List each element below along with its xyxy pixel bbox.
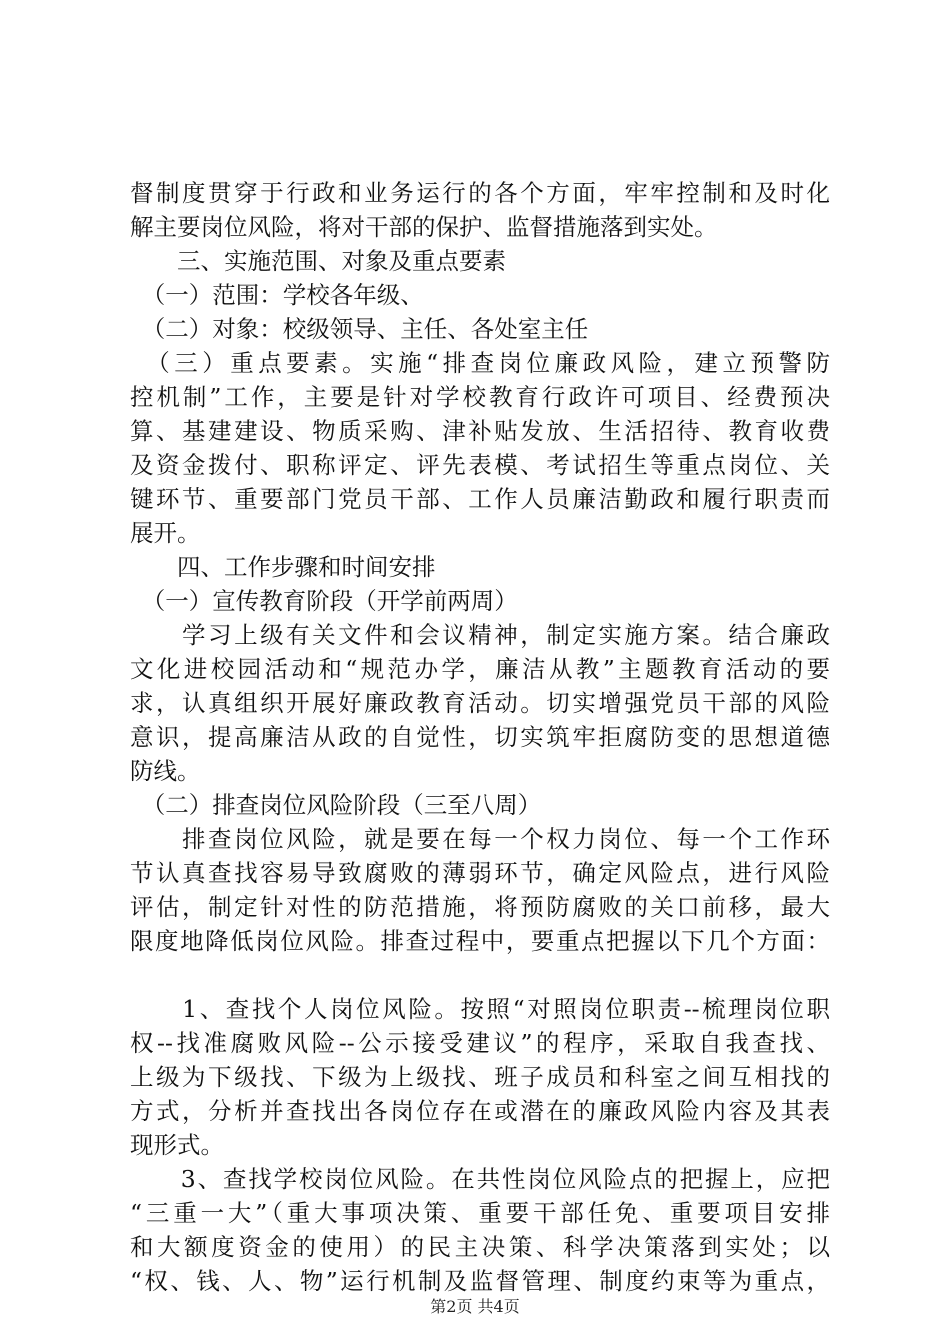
- text-line: 展开。: [130, 519, 201, 547]
- text-line: 三、实施范围、对象及重点要素: [130, 247, 506, 275]
- text-line: 1、查找个人岗位风险。按照“对照岗位职责--梳理岗位职: [130, 995, 830, 1023]
- text-line: 及资金拨付、职称评定、评先表模、考试招生等重点岗位、关: [130, 451, 830, 479]
- text-line: 文化进校园活动和“规范办学，廉洁从教”主题教育活动的要: [130, 655, 830, 683]
- text-line: 和大额度资金的使用）的民主决策、科学决策落到实处；以: [130, 1233, 830, 1261]
- text-line: 上级为下级找、下级为上级找、班子成员和科室之间互相找的: [130, 1063, 830, 1091]
- text-line: 3、查找学校岗位风险。在共性岗位风险点的把握上，应把: [130, 1165, 830, 1193]
- text-line: 解主要岗位风险，将对干部的保护、监督措施落到实处。: [130, 213, 718, 241]
- text-line: 节认真查找容易导致腐败的薄弱环节，确定风险点，进行风险: [130, 859, 830, 887]
- text-line: 意识，提高廉洁从政的自觉性，切实筑牢拒腐防变的思想道德: [130, 723, 830, 751]
- text-line: 现形式。: [130, 1131, 224, 1159]
- text-line: 评估，制定针对性的防范措施，将预防腐败的关口前移，最大: [130, 893, 830, 921]
- text-line: （三）重点要素。实施“排查岗位廉政风险，建立预警防: [130, 349, 830, 377]
- text-line: 四、工作步骤和时间安排: [130, 553, 436, 581]
- text-line: 防线。: [130, 757, 201, 785]
- text-line: 督制度贯穿于行政和业务运行的各个方面，牢牢控制和及时化: [130, 179, 830, 207]
- text-line: [130, 958, 830, 992]
- text-line: “三重一大”（重大事项决策、重要干部任免、重要项目安排: [130, 1199, 830, 1227]
- page-footer: 第2页 共4页: [430, 1297, 520, 1316]
- text-line: 算、基建建设、物质采购、津补贴发放、生活招待、教育收费: [130, 417, 830, 445]
- text-line: 控机制”工作，主要是针对学校教育行政许可项目、经费预决: [130, 383, 830, 411]
- text-line: （一）范围：学校各年级、: [130, 281, 424, 309]
- text-line: 键环节、重要部门党员干部、工作人员廉洁勤政和履行职责而: [130, 485, 830, 513]
- text-line: 权--找准腐败风险--公示接受建议”的程序，采取自我查找、: [130, 1029, 830, 1057]
- text-line: 求，认真组织开展好廉政教育活动。切实增强党员干部的风险: [130, 689, 830, 717]
- text-line: （二）对象：校级领导、主任、各处室主任: [130, 315, 589, 343]
- text-line: （一）宣传教育阶段（开学前两周）: [130, 587, 518, 615]
- text-line: 学习上级有关文件和会议精神，制定实施方案。结合廉政: [130, 621, 830, 649]
- text-line: 限度地降低岗位风险。排查过程中，要重点把握以下几个方面：: [130, 927, 830, 955]
- text-line: “权、钱、人、物”运行机制及监督管理、制度约束等为重点，: [130, 1267, 830, 1295]
- text-line: 排查岗位风险，就是要在每一个权力岗位、每一个工作环: [130, 825, 830, 853]
- text-line: 方式，分析并查找出各岗位存在或潜在的廉政风险内容及其表: [130, 1097, 830, 1125]
- text-line: （二）排查岗位风险阶段（三至八周）: [130, 791, 542, 819]
